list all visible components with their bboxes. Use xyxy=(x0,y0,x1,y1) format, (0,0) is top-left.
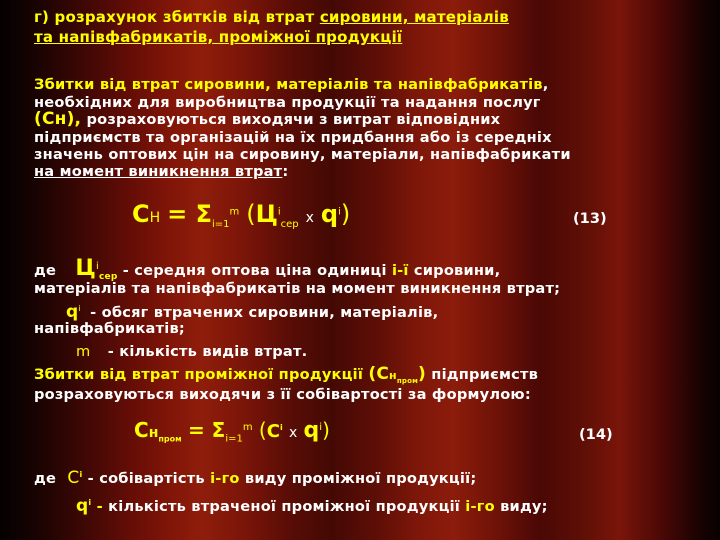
para1-line-3-text: розраховуються виходячи з витрат відповідних xyxy=(81,111,501,128)
where1-m-desc: - кількість видів втрат. xyxy=(107,343,308,360)
formula13-sigma: = Σ xyxy=(167,200,212,228)
formula14-rparen: ) xyxy=(322,418,330,442)
where2-q: q xyxy=(76,495,89,516)
where1-line-3 xyxy=(66,300,438,322)
para1-colon: : xyxy=(282,163,289,180)
formula14-q: q xyxy=(303,418,320,443)
where1-line-4: напівфабрикатів; xyxy=(34,320,185,337)
formula14-h-sub: пром xyxy=(158,434,182,444)
para2-yellow-text: Збитки від втрат проміжної продукції xyxy=(34,366,364,383)
para1-cn-label: (Сн), xyxy=(34,109,82,129)
formula13-h: Н xyxy=(149,210,161,226)
para1-line-2: необхідних для виробництва продукції та надання послуг xyxy=(34,94,541,111)
where1-line-2: матеріалів та напівфабрикатів на момент виникнення втрат; xyxy=(34,280,561,297)
para1-comma: , xyxy=(542,76,549,93)
where1-de: де xyxy=(34,261,57,279)
where2-line-1 xyxy=(34,466,476,488)
where2-line-2 xyxy=(76,494,548,516)
where1-q-sup: i xyxy=(78,304,81,313)
where2-q-sup: i xyxy=(88,498,92,507)
where1-desc2: сировини, xyxy=(408,261,501,279)
formula13-ts: Ц xyxy=(255,200,278,228)
formula13-lparen: ( xyxy=(246,200,256,228)
para1-line-6 xyxy=(34,163,288,181)
where2-ith: i-го xyxy=(210,469,240,487)
para2-paren-close: ) xyxy=(418,364,426,384)
heading-underlined-1: сировини, матеріалів xyxy=(319,8,509,26)
formula13-times: х xyxy=(305,210,314,226)
where2-q-dash: - xyxy=(91,497,109,515)
para1-line-3 xyxy=(34,110,500,129)
where1-q: q xyxy=(66,301,79,322)
where1-ts: Ц xyxy=(75,255,96,281)
formula13-rparen: ) xyxy=(340,200,351,228)
formula14-ci-sup: i xyxy=(279,423,283,432)
formula14-c: С xyxy=(134,418,149,442)
formula14-lparen: ( xyxy=(258,418,267,442)
formula13-c: С xyxy=(132,200,150,228)
where1-m: m xyxy=(76,343,91,360)
heading-line-2: та напівфабрикатів, проміжної продукції xyxy=(34,28,403,46)
para1-line-5: значень оптових цін на сировину, матеріали, напівфабрикати xyxy=(34,146,571,163)
formula14-ci: С xyxy=(266,421,280,442)
formula14-q-sup: i xyxy=(319,422,323,433)
formula13-ts-sup: i xyxy=(277,206,281,218)
where2-c: С xyxy=(67,467,80,488)
formula13-sub: i=1 xyxy=(211,219,230,230)
where1-desc1: - середня оптова ціна одиниці xyxy=(117,261,392,279)
para2-line-1-tail: підприємств xyxy=(426,366,539,383)
where1-ith: i-ї xyxy=(391,261,409,279)
section-heading xyxy=(34,8,509,26)
formula14-sub: i=1 xyxy=(225,433,243,445)
where1-ts-sup: i xyxy=(96,261,99,272)
where1-ts-sub: сер xyxy=(98,271,118,282)
para2-line-2: розраховуються виходячи з її собівартості за формулою: xyxy=(34,386,531,403)
where2-q-tail: виду; xyxy=(494,497,548,515)
para1-line-4: підприємств та організацій на їх придбання або із середніх xyxy=(34,129,552,146)
formula13-sup: m xyxy=(229,206,240,218)
formula13-q: q xyxy=(320,200,339,228)
where2-q-ith: i-го xyxy=(465,497,495,515)
formula14-sigma: = Σ xyxy=(187,418,226,442)
formula13-number: (13) xyxy=(573,210,607,227)
where2-c-sup: i xyxy=(79,470,83,479)
formula13-ts-sub: сер xyxy=(280,219,299,230)
para1-line-1 xyxy=(34,76,549,94)
where2-c-desc2: виду проміжної продукції; xyxy=(239,469,477,487)
formula14-h: н xyxy=(148,425,159,441)
para2-paren-open: (С xyxy=(368,364,390,384)
where2-q-desc: кількість втраченої проміжної продукції xyxy=(108,497,466,515)
formula-13 xyxy=(132,200,350,236)
formula14-times: х xyxy=(288,425,298,441)
heading-prefix: г) розрахунок збитків від втрат xyxy=(34,8,320,26)
para1-yellow-text: Збитки від втрат сировини, матеріалів та напівфабрикатів xyxy=(34,76,543,93)
formula14-number: (14) xyxy=(579,426,613,443)
para2-sub-prom: пром xyxy=(396,376,419,385)
where1-line-5 xyxy=(76,343,307,361)
where2-c-desc1: - собівартість xyxy=(82,469,211,487)
para1-underlined: на момент виникнення втрат xyxy=(34,163,283,180)
where1-q-desc: - обсяг втрачених сировини, матеріалів, xyxy=(90,303,439,321)
para2-sub-n: н xyxy=(389,369,397,382)
formula14-sup: m xyxy=(242,422,253,433)
where2-de: де xyxy=(34,469,57,487)
formula-14 xyxy=(134,418,330,452)
formula13-q-sup: i xyxy=(338,206,341,218)
